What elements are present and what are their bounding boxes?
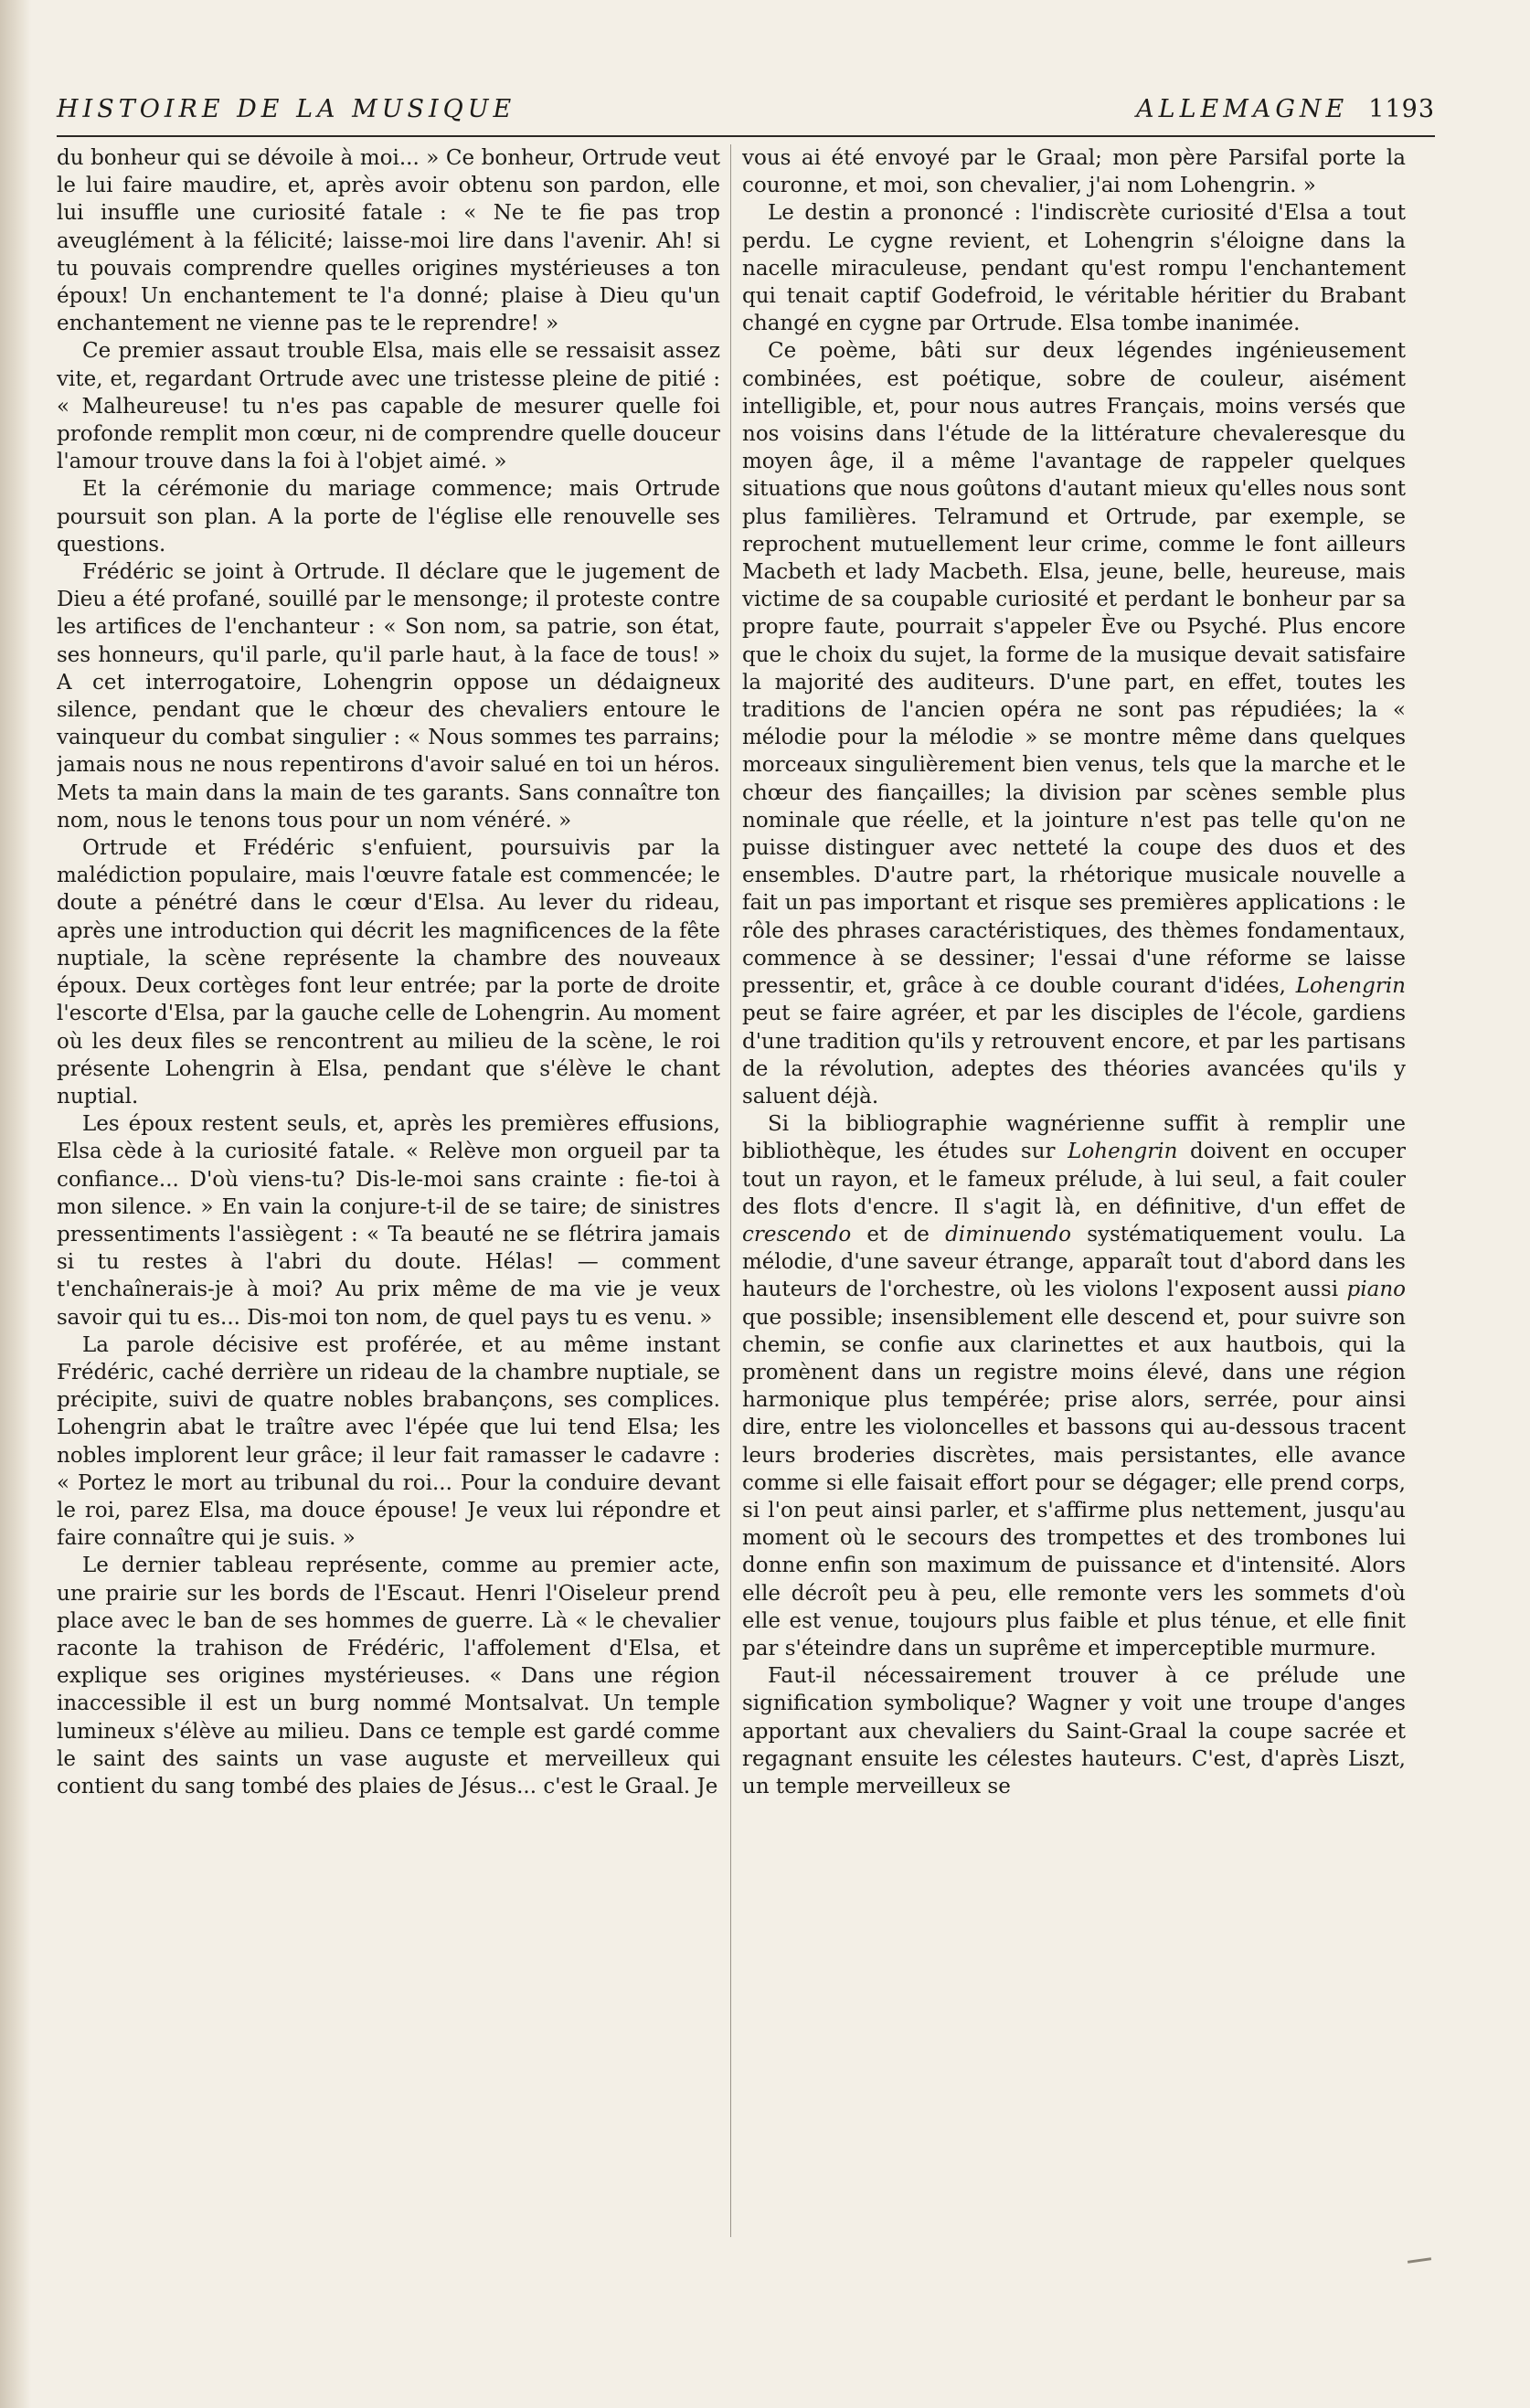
musical-term: piano: [1346, 1278, 1406, 1302]
paragraph: Ortrude et Frédéric s'enfuient, poursuivis par la malédiction populaire, mais l'œuvre fatale est commencée; le doute a pénétré dans le cœur d'Elsa. Au lever du rideau, après une introduction qui décrit les magnificences de la fête nuptiale, la scène représente la chambre des nouveaux époux. Deux cortèges font leur entrée; par la porte de droite l'escorte d'Elsa, par la gauche celle de Lohengrin. Au moment où les deux files se rencontrent au milieu de la scène, le roi présente Lohengrin à Elsa, pendant que s'élève le chant nuptial.: [57, 836, 720, 1109]
header-rule: [57, 135, 1435, 137]
paragraph-text: Ce poème, bâti sur deux légendes ingénieusement combinées, est poétique, sobre de couleur, aisément intelligible, et, pour nous autres Français, moins versés que nos voisins dans l'étude de la littérature chevaleresque du moyen âge, il a même l'avantage de rappeler quelques situations que nous goûtons d'autant mieux qu'elles nous sont plus familières. Telramund et Ortrude, par exemple, se reprochent mutuellement leur crime, comme le font ailleurs Macbeth et lady Macbeth. Elsa, jeune, belle, heureuse, mais victime de sa coupable curiosité et perdant le bonheur par sa propre faute, pourrait s'appeler Ève ou Psyché. Plus encore que le choix du sujet, la forme de la musique devait satisfaire la majorité des auditeurs. D'une part, en effet, toutes les traditions de l'ancien opéra ne sont pas répudiées; la « mélodie pour la mélodie » se montre même dans quelques morceaux singulièrement bien venus, tels que la marche et le chœur des fiançailles; la division par scènes semble plus nominale que réelle, et la jointure n'est pas telle qu'on ne puisse distinguer avec netteté la coupe des duos et des ensembles. D'autre part, la rhétorique musicale nouvelle a fait un pas important et risque ses premières applications : le rôle des phrases caractéristiques, des thèmes fondamentaux, commence à se dessiner; l'essai d'une réforme se laisse pressentir, et, grâce à ce double courant d'idées,: [742, 339, 1406, 999]
section-name: ALLEMAGNE: [1136, 95, 1349, 123]
column-divider: [730, 144, 731, 2237]
paragraph: [742, 1110, 1406, 1662]
paragraph: Le destin a prononcé : l'indiscrète curiosité d'Elsa a tout perdu. Le cygne revient, et Lohengrin s'éloigne dans la nacelle miraculeuse, pendant qu'est rompu l'enchantement qui tenait captif Godefroid, le véritable héritier du Brabant changé en cygne par Ortrude. Elsa tombe inanimée.: [742, 201, 1406, 336]
opera-title: Lohengrin: [1295, 974, 1406, 999]
opera-title: Lohengrin: [1068, 1140, 1178, 1164]
paragraph-text: systématiquement voulu. La mélodie, d'une saveur étrange, apparaît tout d'abord dans les hauteurs de l'orchestre, où les violons l'exposent aussi: [742, 1222, 1406, 1302]
page-spine-shadow: [0, 0, 31, 2408]
ink-mark: [1408, 2257, 1431, 2264]
running-title: HISTOIRE DE LA MUSIQUE: [57, 95, 516, 123]
paragraph-text: que possible; insensiblement elle descend et, pour suivre son chemin, se confie aux clarinettes et aux hautbois, qui la promènent dans un registre moins élevé, dans une région harmonique plus tempérée; prise alors, serrée, pour ainsi dire, entre les violoncelles et bassons qui au-dessous tracent leurs broderies discrètes, mais persistantes, elle avance comme si elle faisait effort pour se dégager; elle prend corps, si l'on peut ainsi parler, et s'affirme plus nettement, jusqu'au moment où le secours des trompettes et des trombones lui donne enfin son maximum de puissance et d'intensité. Alors elle décroît peu à peu, elle remonte vers les sommets d'où elle est venue, toujours plus faible et plus ténue, et elle finit par s'éteindre dans un suprême et imperceptible murmure.: [742, 1305, 1406, 1660]
page-number: 1193: [1368, 95, 1435, 123]
paragraph-text: peut se faire agréer, et par les disciples de l'école, gardiens d'une tradition qu'ils y retrouvent encore, et par les partisans de la révolution, adeptes des théories avancées qu'ils y saluent déjà.: [742, 1002, 1406, 1109]
paragraph: [742, 337, 1406, 1110]
paragraph: du bonheur qui se dévoile à moi... » Ce bonheur, Ortrude veut le lui faire maudire, et, après avoir obtenu son pardon, elle lui insuffle une curiosité fatale : « Ne te fie pas trop aveuglément à la félicité; laisse-moi lire dans l'avenir. Ah! si tu pouvais comprendre quelles origines mystérieuses a ton époux! Un enchantement te l'a donné; plaise à Dieu qu'un enchantement ne vienne pas te le reprendre! »: [57, 146, 720, 336]
paragraph: Faut-il nécessairement trouver à ce prélude une signification symbolique? Wagner y voit une troupe d'anges apportant aux chevaliers du Saint-Graal la coupe sacrée et regagnant ensuite les célestes hauteurs. C'est, d'après Liszt, un temple merveilleux se: [742, 1664, 1406, 1798]
paragraph: La parole décisive est proférée, et au même instant Frédéric, caché derrière un rideau de la chambre nuptiale, se précipite, suivi de quatre nobles brabançons, ses complices. Lohengrin abat le traître avec l'épée que lui tend Elsa; les nobles implorent leur grâce; il leur fait ramasser le cadavre : « Portez le mort au tribunal du roi... Pour la conduire devant le roi, parez Elsa, ma douce épouse! Je veux lui répondre et faire connaître qui je suis. »: [57, 1332, 720, 1551]
section-title: [1136, 95, 1435, 123]
paragraph: Les époux restent seuls, et, après les premières effusions, Elsa cède à la curiosité fatale. « Relève mon orgueil par ta confiance... D'où viens-tu? Dis-le-moi sans crainte : fie-toi à mon silence. » En vain la conjure-t-il de se taire; de sinistres pressentiments l'assiègent : « Ta beauté ne se flétrira jamais si tu restes à l'abri du doute. Hélas! — comment t'enchaînerais-je à moi? Au prix même de ma vie je veux savoir qui tu es... Dis-moi ton nom, de quel pays tu es venu. »: [57, 1112, 720, 1330]
right-column: [742, 144, 1406, 2246]
paragraph: vous ai été envoyé par le Graal; mon père Parsifal porte la couronne, et moi, son chevalier, j'ai nom Lohengrin. »: [742, 146, 1406, 198]
paragraph: Le dernier tableau représente, comme au premier acte, une prairie sur les bords de l'Escaut. Henri l'Oiseleur prend place avec le ban de ses hommes de guerre. Là « le chevalier raconte la trahison de Frédéric, l'affolement d'Elsa, et explique ses origines mystérieuses. « Dans une région inaccessible il est un burg nommé Montsalvat. Un temple lumineux s'élève au milieu. Dans ce temple est gardé comme le saint des saints un vase auguste et merveilleux qui contient du sang tombé des plaies de Jésus... c'est le Graal. Je: [57, 1554, 720, 1798]
paragraph-text: doivent en occuper tout un rayon, et le fameux prélude, à lui seul, a fait couler des flots d'encre. Il s'agit là, en définitive, d'un effet de: [742, 1140, 1406, 1219]
page-header: [57, 95, 1435, 132]
musical-term: diminuendo: [945, 1222, 1071, 1246]
left-column: [57, 144, 720, 2246]
paragraph: Frédéric se joint à Ortrude. Il déclare que le jugement de Dieu a été profané, souillé par le mensonge; il proteste contre les artifices de l'enchanteur : « Son nom, sa patrie, son état, ses honneurs, qu'il parle, qu'il parle haut, à la face de tous! » A cet interrogatoire, Lohengrin oppose un dédaigneux silence, pendant que le chœur des chevaliers entoure le vainqueur du combat singulier : « Nous sommes tes parrains; jamais nous ne nous repentirons d'avoir salué en toi un héros. Mets ta main dans la main de tes garants. Sans connaître ton nom, nous le tenons tous pour un nom vénéré. »: [57, 560, 720, 833]
paragraph-text: Si la bibliographie wagnérienne suffit à remplir une bibliothèque, les études sur: [742, 1112, 1406, 1164]
paragraph: Et la cérémonie du mariage commence; mais Ortrude poursuit son plan. A la porte de l'église elle renouvelle ses questions.: [57, 477, 720, 557]
paragraph: Ce premier assaut trouble Elsa, mais elle se ressaisit assez vite, et, regardant Ortrude avec une tristesse pleine de pitié : « Malheureuse! tu n'es pas capable de mesurer quelle foi profonde remplit mon cœur, ni de comprendre quelle douceur l'amour trouve dans la foi à l'objet aimé. »: [57, 339, 720, 474]
musical-term: crescendo: [742, 1222, 852, 1246]
paragraph-text: et de: [851, 1222, 946, 1246]
